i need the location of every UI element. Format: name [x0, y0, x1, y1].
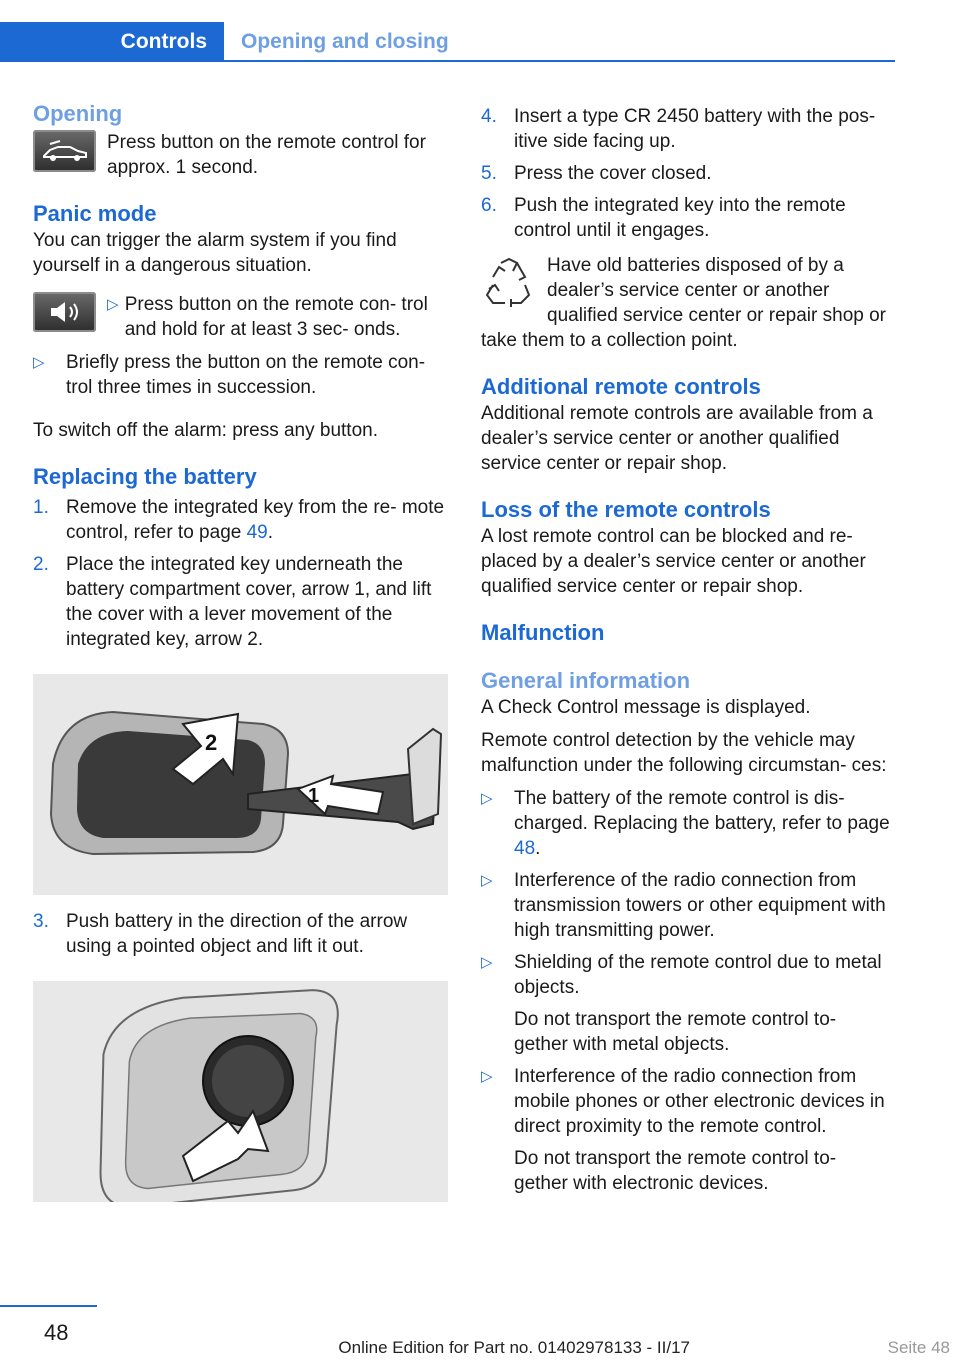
- opening-text: Press button on the remote control for approx. 1 second.: [107, 132, 426, 178]
- panic-intro: You can trigger the alarm system if you find yourself in a dangerous situation.: [33, 230, 397, 276]
- watermark-text: Seite 48: [887, 1338, 950, 1357]
- panic-mode-heading: Panic mode: [33, 201, 157, 226]
- loss-text: A lost remote control can be blocked and re- placed by a dealer’s service center or another qualified service center or repair shop.: [481, 526, 866, 597]
- step-2-text: Place the integrated key underneath the battery compartment cover, arrow 1, and lift the cover with a lever movement of the integrated key, arrow 2.: [66, 554, 432, 650]
- bullet-4-text: Interference of the radio connection from mobile phones or other electronic devices in direct proximity to the remote control.: [514, 1066, 885, 1137]
- malfunction-heading: Malfunction: [481, 620, 605, 645]
- step-number: 1.: [33, 497, 49, 518]
- malfunction-p1: A Check Control message is displayed.: [481, 697, 811, 718]
- bullet-3-text: Shielding of the remote control due to metal objects.: [514, 952, 882, 998]
- battery-step-4: [481, 104, 895, 154]
- additional-remote-heading: Additional remote controls: [481, 374, 761, 399]
- left-column: [33, 100, 448, 1202]
- step-5-text: Press the cover closed.: [514, 163, 712, 184]
- bullet-1-after: .: [535, 838, 541, 859]
- triangle-bullet-icon: ▷: [481, 872, 493, 889]
- loss-heading: Loss of the remote controls: [481, 497, 771, 522]
- key-cover-figure: [33, 674, 448, 895]
- edition-text: Online Edition for Part no. 01402978133 - II/17: [338, 1338, 690, 1357]
- triangle-bullet-icon: ▷: [481, 954, 493, 971]
- battery-step-6: [481, 193, 895, 243]
- tab-controls-label: Controls: [120, 30, 207, 53]
- step-1-after: .: [267, 522, 274, 543]
- step-3-text: Push battery in the direction of the arrow using a pointed object and lift it out.: [66, 911, 408, 957]
- battery-removal-figure: [33, 981, 448, 1202]
- additional-remote-text: Additional remote controls are available from a dealer’s service center or another qualified service center or repair shop.: [481, 403, 873, 474]
- triangle-bullet-icon: ▷: [33, 354, 45, 371]
- step-number: 5.: [481, 163, 497, 184]
- arrow-label-2: 2: [205, 730, 218, 755]
- battery-step-5: [481, 161, 895, 186]
- step-number: 4.: [481, 106, 497, 127]
- recycle-note-text: Have old batteries disposed of by a dealer’s service center or another qualified service center or repair shop or take them to a collection point.: [481, 255, 887, 351]
- footer-rule: [0, 1305, 97, 1307]
- step-number: 3.: [33, 911, 49, 932]
- tab-controls[interactable]: [0, 22, 224, 62]
- page-48-link[interactable]: 48: [514, 838, 536, 859]
- step-6-text: Push the integrated key into the remote control until it engages.: [514, 195, 846, 241]
- panic-bullet-1-text: Press button on the remote con- trol and hold for at least 3 sec- onds.: [124, 294, 428, 340]
- bullet-3-sub: Do not transport the remote control to- gether with metal objects.: [514, 1009, 837, 1055]
- malfunction-bullet-4: [481, 1064, 895, 1196]
- opening-heading: Opening: [33, 101, 123, 126]
- right-column: [481, 100, 895, 1196]
- bullet-2-text: Interference of the radio connection from transmission towers or other equipment with high transmitting power.: [514, 870, 886, 941]
- panic-bullet-1-body: [107, 292, 448, 342]
- malfunction-bullet-1: [481, 786, 895, 861]
- car-unlock-icon: [33, 130, 96, 172]
- chapter-tab-bar: [0, 22, 895, 62]
- opening-instruction: [33, 130, 448, 180]
- step-text: [66, 495, 448, 545]
- page-49-link[interactable]: 49: [246, 522, 268, 543]
- recycle-icon: [481, 255, 537, 311]
- panic-bullet-2: [33, 350, 448, 400]
- triangle-bullet-icon: ▷: [107, 296, 119, 313]
- page-number: 48: [44, 1320, 69, 1345]
- step-4-text: Insert a type CR 2450 battery with the pos- itive side facing up.: [514, 106, 876, 152]
- malfunction-bullet-2: [481, 868, 895, 943]
- bullet-body: [514, 786, 895, 861]
- malfunction-p2: Remote control detection by the vehicle may malfunction under the following circumstan- ces:: [481, 730, 887, 776]
- battery-step-1: [33, 495, 448, 545]
- tab-opening-and-closing[interactable]: [241, 22, 449, 62]
- arrow-label-1: 1: [308, 785, 320, 807]
- triangle-bullet-icon: ▷: [481, 1068, 493, 1085]
- bullet-body: [514, 1064, 895, 1196]
- step-number: 6.: [481, 195, 497, 216]
- triangle-bullet-icon: ▷: [481, 790, 493, 807]
- panic-bullet-2-text: Briefly press the button on the remote con- trol three times in succession.: [66, 352, 426, 398]
- general-information-heading: General information: [481, 668, 691, 693]
- battery-step-3: [33, 909, 448, 959]
- replacing-battery-heading: Replacing the battery: [33, 464, 257, 489]
- panic-bullet-1: [33, 292, 448, 342]
- malfunction-bullet-3: [481, 950, 895, 1057]
- step-1-text: Remove the integrated key from the re- mote control, refer to page: [66, 497, 445, 543]
- tab-opening-label: Opening and closing: [241, 30, 449, 53]
- bullet-1-text: The battery of the remote control is dis- charged. Replacing the battery, refer to page: [514, 788, 890, 834]
- bullet-4-sub: Do not transport the remote control to- gether with electronic devices.: [514, 1148, 837, 1194]
- switch-off-text: To switch off the alarm: press any button.: [33, 420, 378, 441]
- recycle-note: [481, 253, 895, 353]
- horn-icon: [33, 292, 96, 332]
- step-number: 2.: [33, 554, 49, 575]
- battery-step-2: [33, 552, 448, 652]
- bullet-body: [514, 950, 895, 1057]
